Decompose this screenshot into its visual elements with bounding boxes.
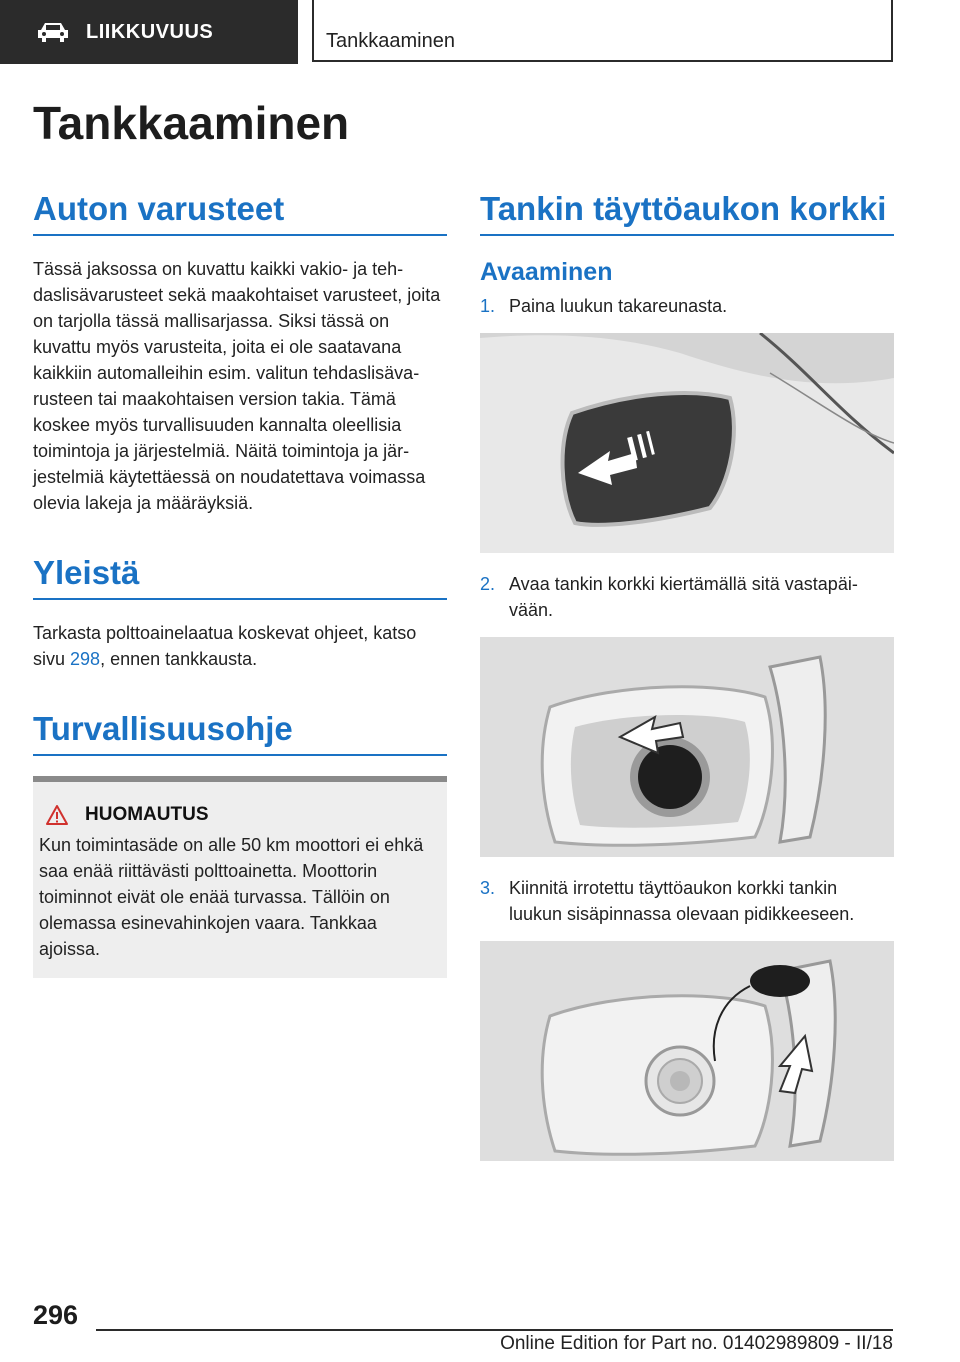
figure-press-flap <box>480 333 894 553</box>
left-column <box>33 190 447 978</box>
general-text-before: Tarkasta polttoainelaatua koskevat ohjeet, katso sivu <box>33 623 417 669</box>
step-number: 2. <box>480 574 496 594</box>
step-text: Kiinnitä irrotettu täyttöaukon korkki tankin luukun sisäpinnassa olevaan pidikkeeseen. <box>509 878 855 924</box>
footer-divider <box>96 1329 893 1331</box>
step-number: 3. <box>480 878 496 898</box>
heading-general: Yleistä <box>33 554 447 600</box>
notice-box <box>33 776 447 978</box>
heading-opening: Avaaminen <box>480 258 613 286</box>
header-section-label: LIIKKUVUUS <box>86 20 214 43</box>
step-number: 1. <box>480 296 496 316</box>
general-text-after: , ennen tankkausta. <box>100 649 258 669</box>
header-topic-box <box>312 0 893 62</box>
fuel-cap-holder-illustration <box>480 941 894 1161</box>
car-icon <box>36 21 70 43</box>
notice-title: HUOMAUTUS <box>85 804 209 825</box>
figure-turn-cap <box>480 637 894 857</box>
right-column <box>480 190 894 1179</box>
step-text: Avaa tankin korkki kiertämällä sitä vastapäivään. <box>509 574 858 620</box>
fuel-cap-turn-illustration <box>480 637 894 857</box>
heading-safety: Turvallisuusohje <box>33 710 447 756</box>
heading-fuel-cap: Tankin täyttöaukon korkki <box>480 190 894 236</box>
paragraph-equipment: Tässä jaksossa on kuvattu kaikki vakio- ja tehdaslisävarusteet sekä maakohtaiset varusteet, joita on tarjolla tässä mallisarjassa. Siksi tässä on kuvattu myös varusteita, joita ei ole saatavana kaikkiin automalleihin esim. valitun tehdaslisävarusteen tai maakohtaisen version takia. Tämä koskee myös turvallisuuden kannalta oleellisia toimintoja ja järjestelmiä. Näitä toimintoja ja järjestelmiä käytettäessä on noudatettava voimassa olevia lakeja ja määräyksiä. <box>33 259 441 513</box>
step-2 <box>480 571 894 623</box>
warning-triangle-icon <box>45 804 69 826</box>
page-link-298[interactable]: 298 <box>70 649 101 669</box>
step-1 <box>480 293 894 319</box>
footer-edition: Online Edition for Part no. 01402989809 - II/18 <box>500 1333 893 1354</box>
step-3 <box>480 875 894 927</box>
page-number: 296 <box>33 1300 79 1330</box>
step-text: Paina luukun takareunasta. <box>509 296 728 316</box>
figure-attach-cap <box>480 941 894 1161</box>
header-topic-label: Tankkaaminen <box>326 30 455 52</box>
fuel-flap-illustration <box>480 333 894 553</box>
heading-equipment: Auton varusteet <box>33 190 447 236</box>
page-title: Tankkaaminen <box>33 97 350 149</box>
header-section-tab[interactable] <box>0 0 298 64</box>
paragraph-general <box>33 620 447 672</box>
notice-text: Kun toimintasäde on alle 50 km moottori ei ehkä saa enää riittävästi polttoainetta. Moottorin toiminnot eivät ole enää turvassa. Tällöin on olemassa esinevahinkojen vaara. Tankkaa ajoissa. <box>39 835 424 959</box>
